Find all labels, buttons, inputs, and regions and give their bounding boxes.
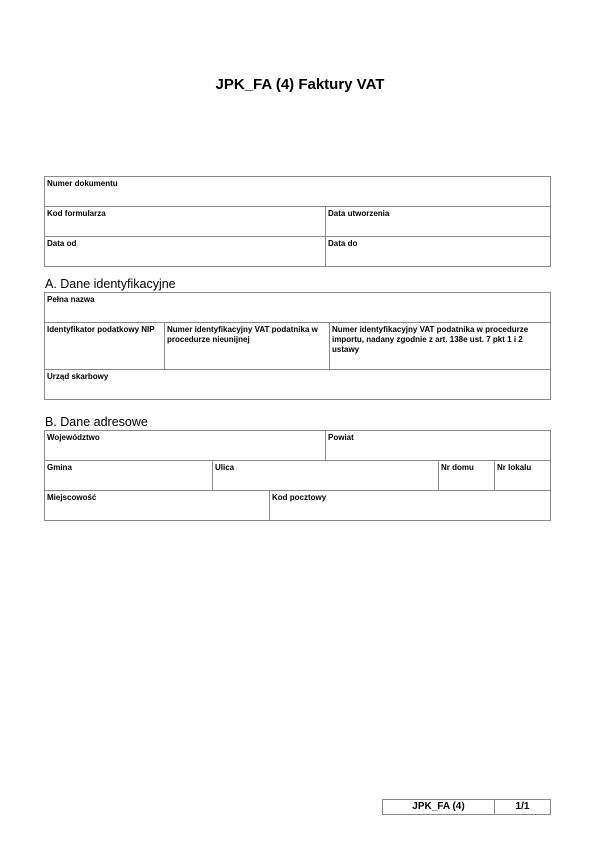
pelna-nazwa-label: Pełna nazwa [47, 295, 95, 304]
header-fields [44, 176, 551, 267]
footer-page-number: 1/1 [515, 801, 530, 812]
kod-formularza-field [45, 207, 326, 237]
page-footer [382, 799, 551, 815]
nip-field [45, 323, 165, 370]
vat-import-label: Numer identyfikacyjny VAT podatnika w procedurze importu, nadany zgodnie z art. 138e ust. 7 pkt 1 i 2 ustawy [332, 325, 529, 354]
kod-pocztowy-label: Kod pocztowy [272, 493, 327, 502]
section-b-title: B. Dane adresowe [45, 415, 148, 429]
nip-label: Identyfikator podatkowy NIP [47, 325, 155, 334]
numer-dokumentu-label: Numer dokumentu [47, 179, 118, 188]
powiat-label: Powiat [328, 433, 354, 442]
section-b-fields [44, 430, 551, 521]
vat-nieunijny-label: Numer identyfikacyjny VAT podatnika w procedurze nieunijnej [167, 325, 318, 344]
wojewodztwo-field [45, 431, 326, 461]
data-do-label: Data do [328, 239, 358, 248]
gmina-label: Gmina [47, 463, 72, 472]
footer-form-code: JPK_FA (4) [383, 800, 495, 814]
data-utworzenia-label: Data utworzenia [328, 209, 390, 218]
section-a-fields [44, 292, 551, 400]
miejscowosc-label: Miejscowość [47, 493, 97, 502]
section-a-title: A. Dane identyfikacyjne [45, 277, 176, 291]
numer-dokumentu-field [45, 177, 551, 207]
nr-lokalu-label: Nr lokalu [497, 463, 532, 472]
vat-nieunijny-field [165, 323, 330, 370]
vat-import-field [330, 323, 551, 370]
kod-pocztowy-field [270, 491, 551, 521]
nr-domu-field [439, 461, 495, 491]
document-title: JPK_FA (4) Faktury VAT [215, 76, 385, 93]
nr-domu-label: Nr domu [441, 463, 474, 472]
gmina-field [45, 461, 213, 491]
urzad-skarbowy-label: Urząd skarbowy [47, 372, 109, 381]
miejscowosc-field [45, 491, 270, 521]
urzad-skarbowy-field [45, 370, 551, 400]
nr-lokalu-field [495, 461, 551, 491]
pelna-nazwa-field [45, 293, 551, 323]
powiat-field [326, 431, 551, 461]
data-od-field [45, 237, 326, 267]
data-do-field [326, 237, 551, 267]
data-utworzenia-field [326, 207, 551, 237]
ulica-label: Ulica [215, 463, 235, 472]
data-od-label: Data od [47, 239, 77, 248]
wojewodztwo-label: Województwo [47, 433, 100, 442]
kod-formularza-label: Kod formularza [47, 209, 106, 218]
ulica-field [213, 461, 439, 491]
